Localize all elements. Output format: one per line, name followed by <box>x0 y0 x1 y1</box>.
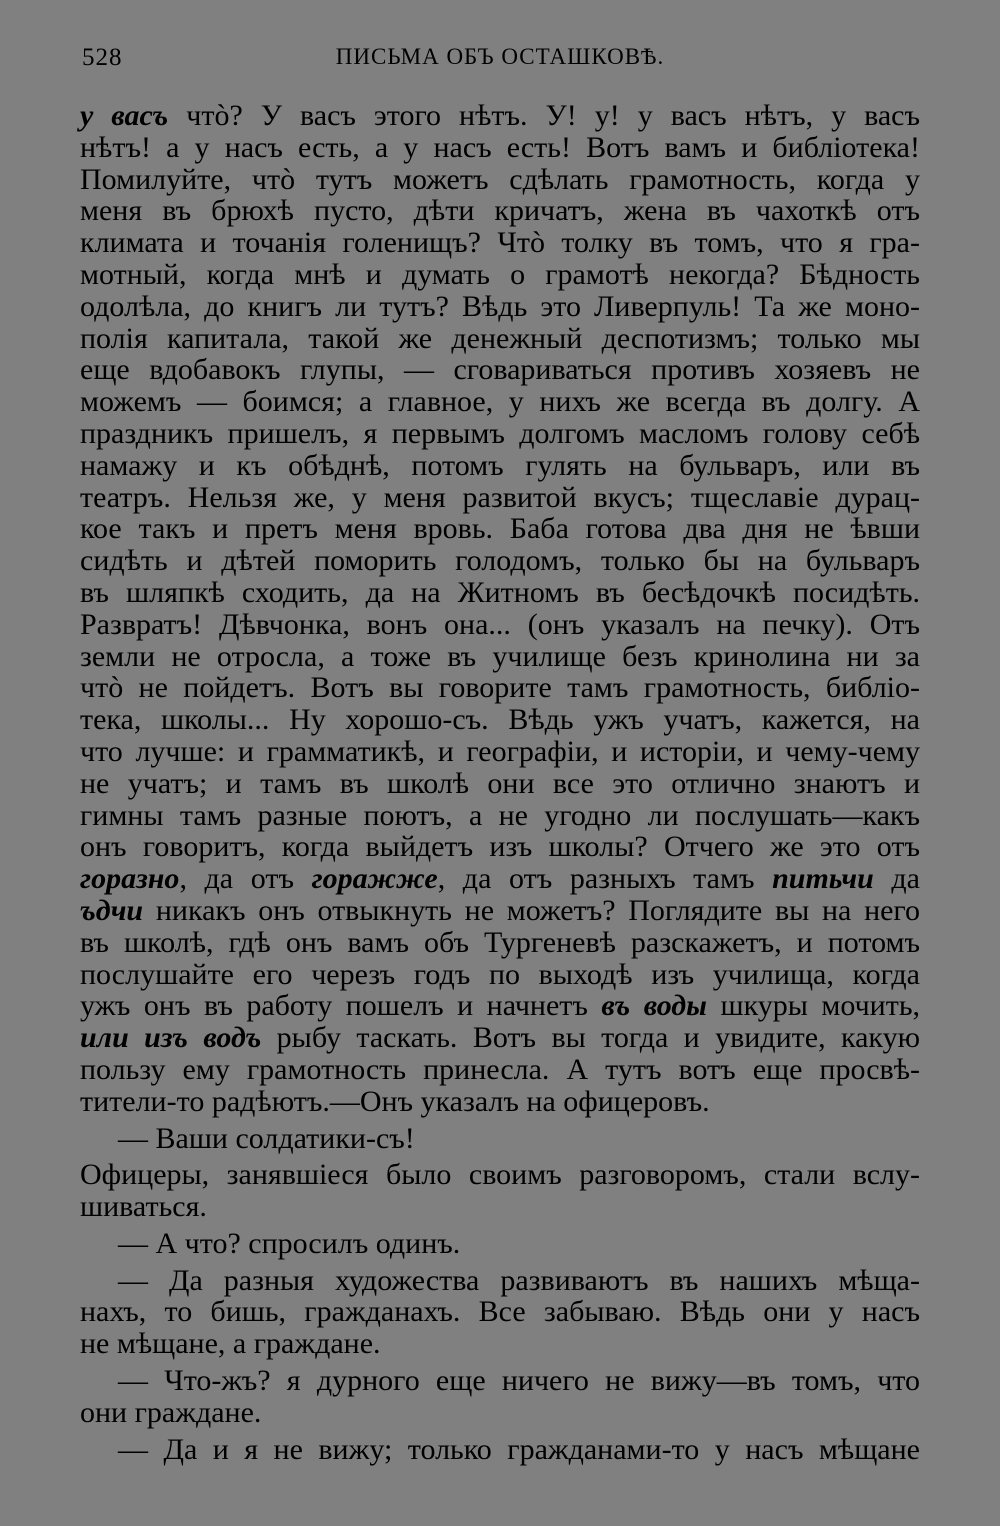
text-line <box>80 195 920 227</box>
text-segment: чтò не пойдетъ. Вотъ вы говорите тамъ грамотность, библіо- <box>80 671 920 705</box>
text-segment: не мѣщане, а граждане. <box>80 1327 381 1361</box>
text-line <box>80 609 920 641</box>
text-segment: — А что? спросилъ одинъ. <box>118 1226 461 1260</box>
text-line <box>80 736 920 768</box>
text-segment: рыбу таскать. Вотъ вы тогда и увидите, какую <box>261 1021 920 1055</box>
text-segment: послушайте его черезъ годъ по выходѣ изъ училища, когда <box>80 957 920 991</box>
text-segment: тека, школы... Ну хорошо-съ. Вѣдь ужъ учатъ, кажется, на <box>80 703 920 737</box>
text-segment: — Ваши солдатики-съ! <box>118 1121 415 1155</box>
text-line <box>80 545 920 577</box>
text-line <box>80 641 920 673</box>
text-line <box>80 895 920 927</box>
text-segment: сидѣть и дѣтей поморить голодомъ, только бы на бульваръ <box>80 544 920 578</box>
italic-text: питьчи <box>772 862 874 896</box>
text-segment: никакъ онъ отвыкнуть не можетъ? Поглядите вы на него <box>143 893 920 927</box>
text-line <box>80 1265 920 1297</box>
text-line <box>80 100 920 132</box>
text-segment: тители-то радѣютъ.—Онъ указалъ на офицеровъ. <box>80 1084 710 1118</box>
text-line <box>80 1434 920 1466</box>
text-line <box>80 354 920 386</box>
text-line <box>80 227 920 259</box>
text-segment: кое такъ и претъ меня вровь. Баба готова два дня не ѣвши <box>80 512 920 546</box>
text-segment: въ шляпкѣ сходить, да на Житномъ въ бесѣдочкѣ посидѣть. <box>80 575 920 609</box>
page-number: 528 <box>82 44 123 71</box>
text-segment: , да отъ разныхъ тамъ <box>437 862 773 896</box>
text-line <box>80 1397 920 1429</box>
text-segment: Офицеры, занявшіеся было своимъ разговоромъ, стали вслу- <box>80 1158 920 1192</box>
italic-text: или изъ водъ <box>80 1021 262 1055</box>
text-segment: ужъ онъ въ работу пошелъ и начнетъ <box>80 989 602 1023</box>
text-segment: мотный, когда мнѣ и думать о грамотѣ некогда? Бѣдность <box>80 257 920 291</box>
text-line <box>80 577 920 609</box>
text-segment: пользу ему грамотность принесла. А тутъ вотъ еще просвѣ- <box>80 1052 920 1086</box>
text-segment: гимны тамъ разные поютъ, а не угодно ли послушать—какъ <box>80 798 920 832</box>
text-segment: праздникъ пришелъ, я первымъ долгомъ масломъ голову себѣ <box>80 416 920 450</box>
text-line <box>80 1365 920 1397</box>
page-header <box>82 44 918 84</box>
text-segment: театръ. Нельзя же, у меня развитой вкусъ; тщеславіе дурац- <box>80 480 920 514</box>
text-line <box>80 1159 920 1191</box>
italic-text: горажже <box>311 862 438 896</box>
text-line <box>80 386 920 418</box>
text-segment: намажу и къ обѣднѣ, потомъ гулять на бульваръ, или въ <box>80 448 920 482</box>
text-line <box>80 704 920 736</box>
text-segment: меня въ брюхѣ пусто, дѣти кричатъ, жена въ чахоткѣ отъ <box>80 194 920 228</box>
text-line <box>80 672 920 704</box>
text-segment: что лучше: и грамматикѣ, и географіи, и исторіи, и чему-чему <box>80 734 920 768</box>
text-line <box>80 1123 920 1155</box>
text-line <box>80 1054 920 1086</box>
body-text <box>80 100 920 1465</box>
text-line <box>80 768 920 800</box>
text-line <box>80 1022 920 1054</box>
italic-text: ъдчи <box>80 893 144 927</box>
text-segment: , да отъ <box>179 862 312 896</box>
text-line <box>80 418 920 450</box>
text-segment: — Да и я не вижу; только гражданами-то у насъ мѣщане <box>118 1432 920 1466</box>
text-line <box>80 259 920 291</box>
text-segment: въ школѣ, гдѣ онъ вамъ объ Тургеневѣ разскажетъ, и потомъ <box>80 925 920 959</box>
text-segment: земли не отросла, а тоже въ училище безъ кринолина ни за <box>80 639 920 673</box>
text-segment: шкуры мочить, <box>707 989 921 1023</box>
text-line <box>80 959 920 991</box>
text-line <box>80 291 920 323</box>
text-line <box>80 863 920 895</box>
text-segment: — Что-жъ? я дурного еще ничего не вижу—въ томъ, что <box>118 1364 920 1398</box>
text-segment: еще вдобавокъ глупы, — сговариваться противъ хозяевъ не <box>80 353 920 387</box>
text-line <box>80 1296 920 1328</box>
text-line <box>80 1328 920 1360</box>
text-segment: чтò? У васъ этого нѣтъ. У! у! у васъ нѣтъ, у васъ <box>168 99 921 132</box>
text-segment: Развратъ! Дѣвчонка, вонъ она... (онъ указалъ на печку). Отъ <box>80 607 920 641</box>
text-segment: онъ говоритъ, когда выйдетъ изъ школы? Отчего же это отъ <box>80 830 920 864</box>
text-line <box>80 1086 920 1118</box>
text-segment: полія капитала, такой же денежный деспотизмъ; только мы <box>80 321 920 355</box>
text-segment: можемъ — боимся; а главное, у нихъ же всегда въ долгу. А <box>80 385 920 419</box>
text-segment: шиваться. <box>80 1190 207 1224</box>
text-segment: — Да разныя художества развиваютъ въ нашихъ мѣща- <box>118 1263 920 1297</box>
text-line <box>80 800 920 832</box>
text-segment: они граждане. <box>80 1395 262 1429</box>
running-title: ПИСЬМА ОБЪ ОСТАШКОВѢ. <box>335 44 665 69</box>
text-line <box>80 482 920 514</box>
text-line <box>80 132 920 164</box>
text-line <box>80 1228 920 1260</box>
text-line <box>80 1191 920 1223</box>
text-segment: одолѣла, до книгъ ли тутъ? Вѣдь это Ливерпуль! Та же моно- <box>80 289 920 323</box>
italic-text: у васъ <box>80 99 169 132</box>
text-line <box>80 450 920 482</box>
text-line <box>80 164 920 196</box>
italic-text: въ воды <box>601 989 708 1023</box>
text-segment: нахъ, то бишь, гражданахъ. Все забываю. Вѣдь они у насъ <box>80 1295 920 1329</box>
text-segment: Помилуйте, чтò тутъ можетъ сдѣлать грамотность, когда у <box>80 162 920 196</box>
text-segment: нѣтъ! а у насъ есть, а у насъ есть! Вотъ вамъ и библіотека! <box>80 130 920 164</box>
text-segment: не учатъ; и тамъ въ школѣ они все это отлично знаютъ и <box>80 766 920 800</box>
text-line <box>80 513 920 545</box>
text-line <box>80 927 920 959</box>
text-line <box>80 831 920 863</box>
text-line <box>80 990 920 1022</box>
text-segment: климата и точанія голенищъ? Чтò толку въ томъ, что я гра- <box>80 226 920 260</box>
text-segment: да <box>873 862 920 896</box>
text-line <box>80 323 920 355</box>
italic-text: горазно <box>80 862 180 896</box>
